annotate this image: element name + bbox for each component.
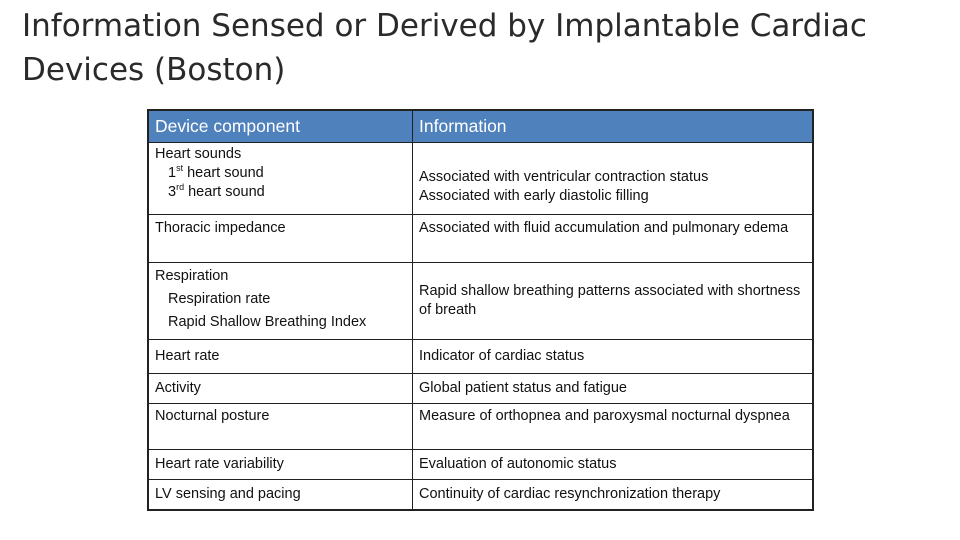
cell-component: Nocturnal posture — [148, 404, 413, 450]
table-row — [148, 450, 813, 480]
first-heart-sound-ordinal: 1 — [168, 165, 177, 181]
header-device-component: Device component — [148, 110, 413, 143]
cell-component: Activity — [148, 374, 413, 404]
third-heart-sound-info: Associated with early diastolic filling — [419, 188, 649, 204]
table-row — [148, 374, 813, 404]
cell-component: Heart rate variability — [148, 450, 413, 480]
rsbi-label: Rapid Shallow Breathing Index — [168, 314, 367, 330]
cell-respiration-component — [148, 263, 413, 340]
table-header-row — [148, 110, 813, 143]
table-row — [148, 480, 813, 510]
heart-sounds-label: Heart sounds — [155, 146, 242, 162]
table-row-respiration — [148, 263, 813, 340]
cell-thoracic-info: Associated with fluid accumulation and pulmonary edema — [413, 215, 814, 263]
cell-info: Continuity of cardiac resynchronization therapy — [413, 480, 814, 510]
respiration-rate-label: Respiration rate — [168, 291, 271, 307]
device-info-table — [147, 109, 814, 511]
cell-respiration-info: Rapid shallow breathing patterns associated with shortness of breath — [413, 263, 814, 340]
third-heart-sound-label — [155, 183, 406, 202]
slide-title-line-1: Information Sensed or Derived by Implantable Cardiac — [22, 8, 867, 44]
table-row — [148, 404, 813, 450]
cell-heart-sounds-component — [148, 143, 413, 215]
cell-info: Measure of orthopnea and paroxysmal nocturnal dyspnea — [413, 404, 814, 450]
first-heart-sound-info: Associated with ventricular contraction status — [419, 169, 709, 185]
respiration-label: Respiration — [155, 268, 229, 284]
third-heart-sound-text: heart sound — [184, 184, 265, 200]
cell-heart-sounds-info — [413, 143, 814, 215]
cell-thoracic-component: Thoracic impedance — [148, 215, 413, 263]
slide-title — [22, 4, 942, 92]
table-row-heart-sounds — [148, 143, 813, 215]
third-heart-sound-suffix: rd — [176, 182, 185, 193]
table-row — [148, 340, 813, 374]
header-information: Information — [413, 110, 814, 143]
third-heart-sound-ordinal: 3 — [168, 184, 177, 200]
cell-info: Evaluation of autonomic status — [413, 450, 814, 480]
first-heart-sound-suffix: st — [176, 163, 184, 174]
cell-component: Heart rate — [148, 340, 413, 374]
first-heart-sound-label — [155, 164, 406, 183]
first-heart-sound-text: heart sound — [183, 165, 264, 181]
table-row-thoracic-impedance — [148, 215, 813, 263]
slide-title-line-2: Devices (Boston) — [22, 52, 286, 88]
cell-info: Indicator of cardiac status — [413, 340, 814, 374]
cell-info: Global patient status and fatigue — [413, 374, 814, 404]
cell-component: LV sensing and pacing — [148, 480, 413, 510]
